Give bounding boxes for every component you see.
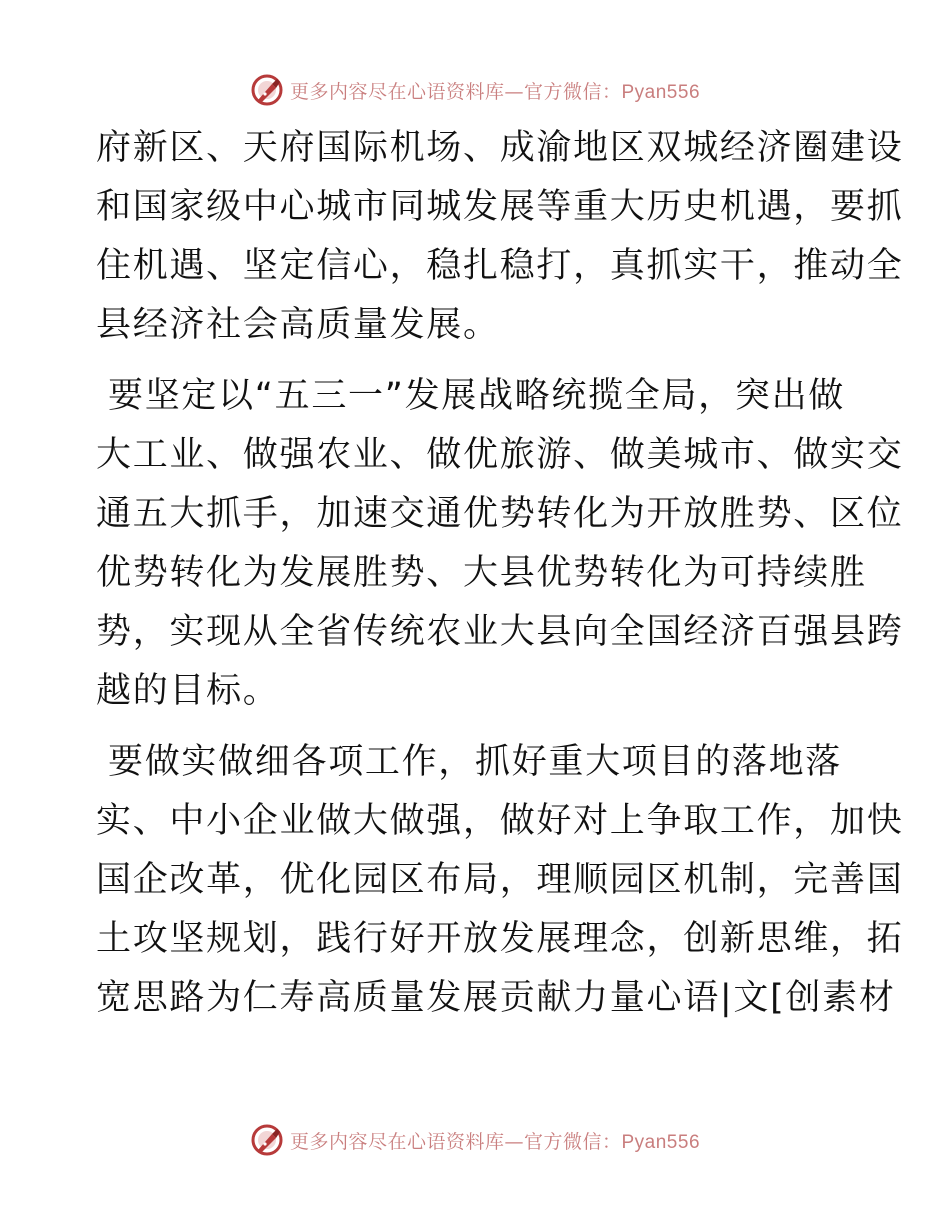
footer-banner [0,1120,950,1160]
body-line: 国企改革，优化园区布局，理顺园区机制，完善国 [96,860,904,900]
body-line: 宽思路为仁寿高质量发展贡献力量心语|文[创素材 [96,978,896,1018]
header-banner [0,70,950,110]
body-line: 府新区、天府国际机场、成渝地区双城经济圈建设 [96,128,904,168]
body-line: 和国家级中心城市同城发展等重大历史机遇，要抓 [96,187,904,227]
header-banner-text [290,77,700,104]
pen-nib-logo-icon [250,1123,284,1157]
footer-banner-cn: 更多内容尽在心语资料库—官方微信： [289,1130,622,1153]
header-banner-wechat-id: Pyan556 [621,81,701,103]
body-line: 要坚定以“五三一”发展战略统揽全局，突出做 [108,376,845,416]
body-line: 越的目标。 [96,671,280,711]
pen-nib-logo-icon [250,73,284,107]
body-line: 大工业、做强农业、做优旅游、做美城市、做实交 [96,435,904,475]
body-line: 要做实做细各项工作，抓好重大项目的落地落 [108,742,843,782]
header-banner-cn: 更多内容尽在心语资料库—官方微信： [289,80,622,103]
footer-banner-text [290,1127,700,1154]
body-line: 实、中小企业做大做强，做好对上争取工作，加快 [96,801,904,841]
body-line: 优势转化为发展胜势、大县优势转化为可持续胜 [96,553,867,593]
body-line: 住机遇、坚定信心，稳扎稳打，真抓实干，推动全 [96,246,904,286]
body-line: 通五大抓手，加速交通优势转化为开放胜势、区位 [96,494,904,534]
footer-banner-wechat-id: Pyan556 [621,1131,701,1153]
body-line: 势，实现从全省传统农业大县向全国经济百强县跨 [96,612,904,652]
body-line: 县经济社会高质量发展。 [96,305,500,345]
body-line: 土攻坚规划，践行好开放发展理念，创新思维，拓 [96,919,904,959]
